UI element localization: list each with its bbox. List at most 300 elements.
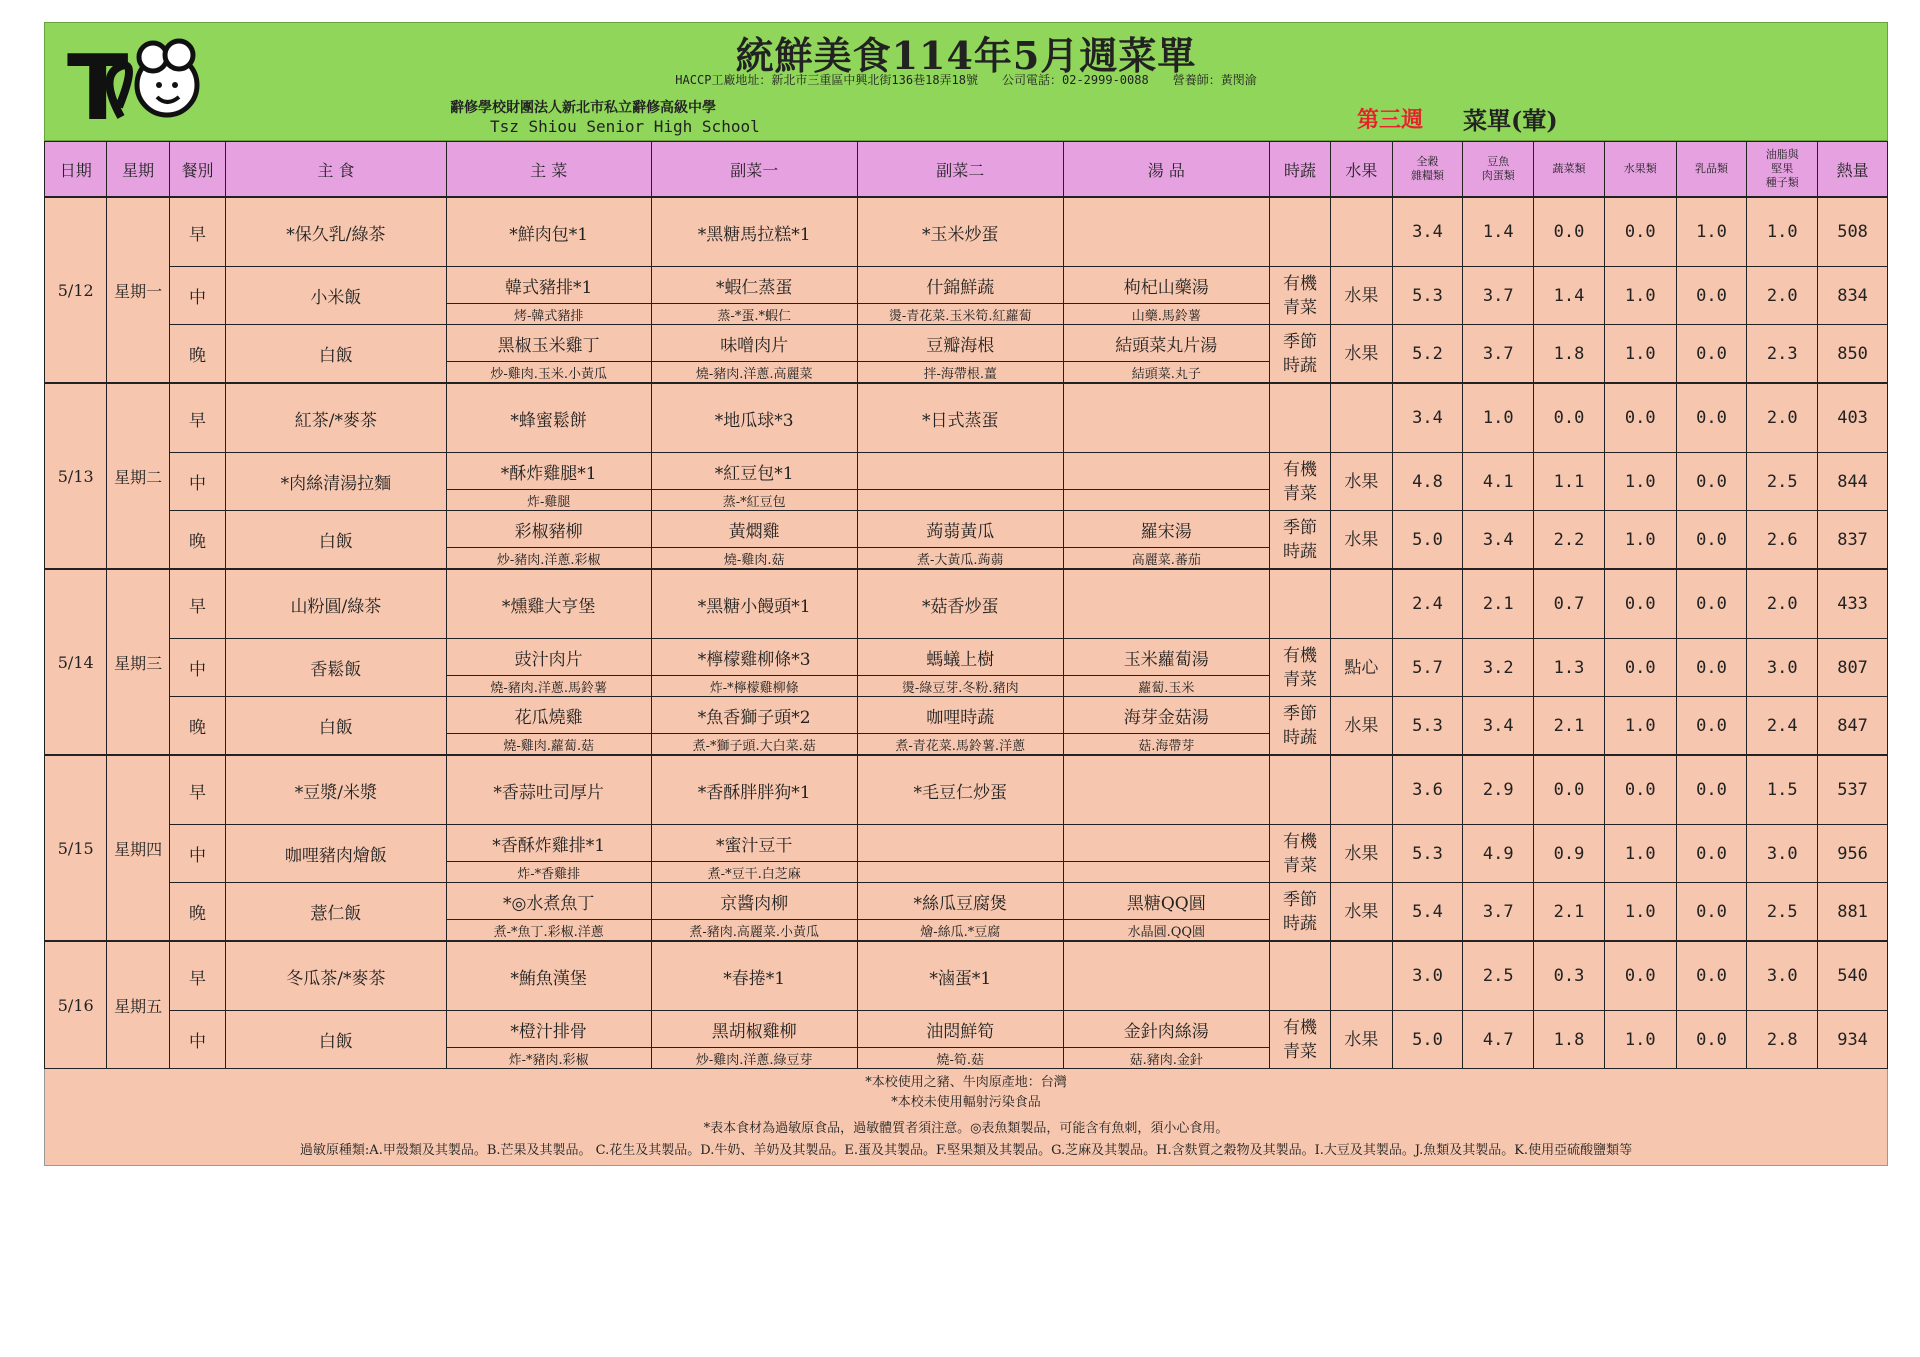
nutrition-value-cell: 3.0 <box>1747 825 1818 883</box>
side1-dish-cell: *香酥胖胖狗*1 <box>651 755 857 825</box>
nutrition-value-cell: 5.0 <box>1392 1011 1463 1069</box>
date-cell: 5/14 <box>45 569 107 755</box>
nutrition-value-cell: 881 <box>1818 883 1888 942</box>
nutrition-value-cell: 0.0 <box>1676 883 1747 942</box>
ingredient-cell <box>857 490 1063 511</box>
nutrition-value-cell: 1.4 <box>1463 197 1534 267</box>
main-dish-cell: 豉汁肉片 <box>446 639 651 676</box>
nutrition-value-cell: 0.0 <box>1676 383 1747 453</box>
ingredient-cell: 炒-豬肉.洋蔥.彩椒 <box>446 548 651 570</box>
side2-dish-cell: 咖哩時蔬 <box>857 697 1063 734</box>
vegetable-cell: 有機 青菜 <box>1269 1011 1330 1069</box>
ingredient-cell: 結頭菜.丸子 <box>1063 362 1269 384</box>
main-dish-cell: *蜂蜜鬆餅 <box>446 383 651 453</box>
fruit-cell: 水果 <box>1331 511 1392 570</box>
weekday-cell: 星期五 <box>107 941 169 1069</box>
side1-dish-cell: 京醬肉柳 <box>651 883 857 920</box>
staple-cell: 薏仁飯 <box>226 883 447 942</box>
nutrition-value-cell: 1.0 <box>1604 1011 1676 1069</box>
vegetable-cell <box>1269 569 1330 639</box>
nutrition-value-cell: 403 <box>1818 383 1888 453</box>
vegetable-cell <box>1269 755 1330 825</box>
nutrition-value-cell: 2.0 <box>1747 267 1818 325</box>
nutrition-value-cell: 3.0 <box>1747 941 1818 1011</box>
nutrition-value-cell: 2.1 <box>1463 569 1534 639</box>
ingredient-cell: 山藥.馬鈴薯 <box>1063 304 1269 325</box>
vegetable-cell: 有機 青菜 <box>1269 639 1330 697</box>
column-header: 乳品類 <box>1676 142 1747 198</box>
nutrition-value-cell: 1.5 <box>1747 755 1818 825</box>
nutrition-value-cell: 2.5 <box>1747 453 1818 511</box>
nutrition-value-cell: 0.0 <box>1604 197 1676 267</box>
meal-cell: 中 <box>169 825 225 883</box>
column-header: 水果 <box>1331 142 1392 198</box>
nutrition-value-cell: 4.1 <box>1463 453 1534 511</box>
nutrition-value-cell: 0.0 <box>1676 325 1747 384</box>
nutrition-value-cell: 2.1 <box>1534 697 1605 756</box>
column-header: 日期 <box>45 142 107 198</box>
nutrition-value-cell: 0.0 <box>1604 755 1676 825</box>
nutrition-value-cell: 0.0 <box>1676 1011 1747 1069</box>
nutrition-value-cell: 3.4 <box>1463 697 1534 756</box>
meal-cell: 晚 <box>169 511 225 570</box>
vegetable-cell <box>1269 197 1330 267</box>
column-header: 時蔬 <box>1269 142 1330 198</box>
nutrition-value-cell: 4.8 <box>1392 453 1463 511</box>
nutrition-value-cell: 5.0 <box>1392 511 1463 570</box>
weekday-cell: 星期四 <box>107 755 169 941</box>
side2-dish-cell: 豆瓣海根 <box>857 325 1063 362</box>
ingredient-cell: 炸-*檸檬雞柳條 <box>651 676 857 697</box>
nutrition-value-cell: 3.2 <box>1463 639 1534 697</box>
meal-cell: 晚 <box>169 697 225 756</box>
ingredient-cell: 燒-雞肉.蘿蔔.菇 <box>446 734 651 756</box>
soup-dish-cell: 羅宋湯 <box>1063 511 1269 548</box>
nutrition-value-cell: 1.8 <box>1534 1011 1605 1069</box>
nutrition-value-cell: 3.4 <box>1463 511 1534 570</box>
date-cell: 5/12 <box>45 197 107 383</box>
nutrition-value-cell: 4.9 <box>1463 825 1534 883</box>
nutrition-value-cell: 1.8 <box>1534 325 1605 384</box>
nutrition-value-cell: 0.0 <box>1534 383 1605 453</box>
soup-dish-cell <box>1063 825 1269 862</box>
week-label: 第三週 <box>1357 107 1424 133</box>
menu-table <box>44 141 1888 1069</box>
side2-dish-cell: *滷蛋*1 <box>857 941 1063 1011</box>
nutrition-value-cell: 2.5 <box>1747 883 1818 942</box>
side2-dish-cell: 什錦鮮蔬 <box>857 267 1063 304</box>
nutrition-value-cell: 0.0 <box>1604 383 1676 453</box>
vegetable-cell: 有機 青菜 <box>1269 825 1330 883</box>
ingredient-cell: 煮-大黃瓜.蒟蒻 <box>857 548 1063 570</box>
ingredient-cell <box>1063 862 1269 883</box>
side2-dish-cell: *絲瓜豆腐煲 <box>857 883 1063 920</box>
staple-cell: *肉絲清湯拉麵 <box>226 453 447 511</box>
note-allergen-warning: *表本食材為過敏原食品，過敏體質者須注意。◎表魚類製品，可能含有魚刺，須小心食用。 <box>703 1121 1229 1136</box>
ingredient-cell: 炒-雞肉.玉米.小黃瓜 <box>446 362 651 384</box>
ingredient-cell: 蒸-*蛋.*蝦仁 <box>651 304 857 325</box>
fruit-cell: 點心 <box>1331 639 1392 697</box>
nutrition-value-cell: 1.4 <box>1534 267 1605 325</box>
nutrition-value-cell: 3.4 <box>1392 197 1463 267</box>
meal-cell: 晚 <box>169 883 225 942</box>
nutrition-value-cell: 934 <box>1818 1011 1888 1069</box>
side1-dish-cell: 味噌肉片 <box>651 325 857 362</box>
main-dish-cell: *◎水煮魚丁 <box>446 883 651 920</box>
ingredient-cell: 燴-絲瓜.*豆腐 <box>857 920 1063 942</box>
ingredient-cell: 燒-筍.菇 <box>857 1048 1063 1069</box>
ingredient-cell: 烤-韓式豬排 <box>446 304 651 325</box>
main-dish-cell: *酥炸雞腿*1 <box>446 453 651 490</box>
nutrition-value-cell: 5.7 <box>1392 639 1463 697</box>
logo-text: T <box>67 36 129 137</box>
ingredient-cell: 菇.豬肉.金針 <box>1063 1048 1269 1069</box>
meal-cell: 早 <box>169 197 225 267</box>
column-header: 餐別 <box>169 142 225 198</box>
weekday-cell: 星期一 <box>107 197 169 383</box>
ingredient-cell: 煮-*豆干.白芝麻 <box>651 862 857 883</box>
side2-dish-cell: *日式蒸蛋 <box>857 383 1063 453</box>
nutrition-value-cell: 5.3 <box>1392 697 1463 756</box>
nutrition-value-cell: 2.3 <box>1747 325 1818 384</box>
staple-cell: 小米飯 <box>226 267 447 325</box>
side2-dish-cell: 油悶鮮筍 <box>857 1011 1063 1048</box>
column-header: 蔬菜類 <box>1534 142 1605 198</box>
table-row <box>45 825 1888 862</box>
nutrition-value-cell: 537 <box>1818 755 1888 825</box>
column-header: 主 菜 <box>446 142 651 198</box>
nutrition-value-cell: 0.0 <box>1676 569 1747 639</box>
ingredient-cell: 菇.海帶芽 <box>1063 734 1269 756</box>
column-header: 全穀 雜糧類 <box>1392 142 1463 198</box>
ingredient-cell: 燒-雞肉.菇 <box>651 548 857 570</box>
nutrition-value-cell: 508 <box>1818 197 1888 267</box>
nutrition-value-cell: 807 <box>1818 639 1888 697</box>
ingredient-cell: 水晶圓.QQ圓 <box>1063 920 1269 942</box>
nutrition-value-cell: 0.0 <box>1676 755 1747 825</box>
meal-cell: 早 <box>169 383 225 453</box>
nutrition-value-cell: 1.0 <box>1604 267 1676 325</box>
main-dish-cell: *香酥炸雞排*1 <box>446 825 651 862</box>
nutrition-value-cell: 5.3 <box>1392 825 1463 883</box>
nutrition-value-cell: 0.0 <box>1676 825 1747 883</box>
nutrition-value-cell: 0.0 <box>1676 639 1747 697</box>
nutrition-value-cell: 1.0 <box>1676 197 1747 267</box>
column-header: 油脂與 堅果 種子類 <box>1747 142 1818 198</box>
column-header: 星期 <box>107 142 169 198</box>
nutrition-value-cell: 844 <box>1818 453 1888 511</box>
menu-title: 統鮮美食114年5月週菜單 <box>735 33 1197 78</box>
main-dish-cell: 韓式豬排*1 <box>446 267 651 304</box>
school-name-en: Tsz Shiou Senior High School <box>490 117 760 136</box>
nutrition-value-cell: 2.2 <box>1534 511 1605 570</box>
date-cell: 5/13 <box>45 383 107 569</box>
soup-dish-cell <box>1063 383 1269 453</box>
nutrition-value-cell: 2.0 <box>1747 383 1818 453</box>
nutrition-value-cell: 3.4 <box>1392 383 1463 453</box>
fruit-cell <box>1331 569 1392 639</box>
note-radiation: *本校未使用輻射污染食品 <box>891 1095 1041 1110</box>
nutrition-value-cell: 3.7 <box>1463 267 1534 325</box>
ingredient-cell <box>857 862 1063 883</box>
side1-dish-cell: *地瓜球*3 <box>651 383 857 453</box>
column-header: 湯 品 <box>1063 142 1269 198</box>
fruit-cell <box>1331 941 1392 1011</box>
staple-cell: 白飯 <box>226 1011 447 1069</box>
fruit-cell <box>1331 755 1392 825</box>
nutrition-value-cell: 837 <box>1818 511 1888 570</box>
meal-cell: 早 <box>169 755 225 825</box>
nutrition-value-cell: 5.4 <box>1392 883 1463 942</box>
nutrition-value-cell: 3.6 <box>1392 755 1463 825</box>
side1-dish-cell: 黃燜雞 <box>651 511 857 548</box>
side1-dish-cell: *蜜汁豆干 <box>651 825 857 862</box>
nutrition-value-cell: 2.1 <box>1534 883 1605 942</box>
company-address-line: HACCP工廠地址：新北市三重區中興北街136巷18弄18號 公司電話：02-2999-0088 營養師：黃閔渝 <box>675 73 1257 87</box>
nutrition-value-cell: 0.3 <box>1534 941 1605 1011</box>
weekday-cell: 星期二 <box>107 383 169 569</box>
main-dish-cell: *燻雞大亨堡 <box>446 569 651 639</box>
nutrition-value-cell: 5.3 <box>1392 267 1463 325</box>
fruit-cell: 水果 <box>1331 883 1392 942</box>
staple-cell: 紅茶/*麥茶 <box>226 383 447 453</box>
staple-cell: 咖哩豬肉燴飯 <box>226 825 447 883</box>
ingredient-cell: 燒-豬肉.洋蔥.高麗菜 <box>651 362 857 384</box>
nutrition-value-cell: 0.0 <box>1676 697 1747 756</box>
nutrition-value-cell: 1.0 <box>1604 697 1676 756</box>
side2-dish-cell: 螞蟻上樹 <box>857 639 1063 676</box>
table-row <box>45 639 1888 676</box>
side2-dish-cell <box>857 453 1063 490</box>
ingredient-cell: 炸-雞腿 <box>446 490 651 511</box>
vegetable-cell: 季節 時蔬 <box>1269 325 1330 384</box>
side1-dish-cell: *黑糖馬拉糕*1 <box>651 197 857 267</box>
nutrition-value-cell: 0.0 <box>1604 639 1676 697</box>
staple-cell: 白飯 <box>226 697 447 756</box>
meal-cell: 中 <box>169 1011 225 1069</box>
soup-dish-cell: 金針肉絲湯 <box>1063 1011 1269 1048</box>
nutrition-value-cell: 2.4 <box>1392 569 1463 639</box>
note-allergen-types: 過敏原種類:A.甲殼類及其製品。B.芒果及其製品。 C.花生及其製品。D.牛奶、羊奶及其製品。E.蛋及其製品。F.堅果類及其製品。G.芝麻及其製品。H.含麩質之穀物及其製品。I.大豆及其製品。J.魚類及其製品。K.使用亞硫酸鹽類等 <box>299 1143 1633 1158</box>
school-name-zh: 辭修學校財團法人新北市私立辭修高級中學 <box>450 100 716 116</box>
vegetable-cell: 季節 時蔬 <box>1269 697 1330 756</box>
soup-dish-cell: 玉米蘿蔔湯 <box>1063 639 1269 676</box>
nutrition-value-cell: 1.1 <box>1534 453 1605 511</box>
ingredient-cell: 炸-*香雞排 <box>446 862 651 883</box>
meal-cell: 早 <box>169 941 225 1011</box>
ingredient-cell: 燒-豬肉.洋蔥.馬鈴薯 <box>446 676 651 697</box>
side2-dish-cell: *毛豆仁炒蛋 <box>857 755 1063 825</box>
side1-dish-cell: *蝦仁蒸蛋 <box>651 267 857 304</box>
nutrition-value-cell: 956 <box>1818 825 1888 883</box>
staple-cell: *豆漿/米漿 <box>226 755 447 825</box>
fruit-cell: 水果 <box>1331 267 1392 325</box>
date-cell: 5/15 <box>45 755 107 941</box>
menu-sheet <box>44 22 1888 1166</box>
nutrition-value-cell: 1.0 <box>1604 453 1676 511</box>
side1-dish-cell: *紅豆包*1 <box>651 453 857 490</box>
table-row <box>45 383 1888 453</box>
vegetable-cell: 有機 青菜 <box>1269 267 1330 325</box>
side1-dish-cell: *春捲*1 <box>651 941 857 1011</box>
nutrition-value-cell: 0.0 <box>1534 755 1605 825</box>
staple-cell: *保久乳/綠茶 <box>226 197 447 267</box>
meal-cell: 中 <box>169 453 225 511</box>
main-dish-cell: *鮪魚漢堡 <box>446 941 651 1011</box>
nutrition-value-cell: 5.2 <box>1392 325 1463 384</box>
side1-dish-cell: 黑胡椒雞柳 <box>651 1011 857 1048</box>
ingredient-cell: 高麗菜.蕃茄 <box>1063 548 1269 570</box>
vegetable-cell <box>1269 941 1330 1011</box>
nutrition-value-cell: 2.4 <box>1747 697 1818 756</box>
side1-dish-cell: *黑糖小饅頭*1 <box>651 569 857 639</box>
nutrition-value-cell: 834 <box>1818 267 1888 325</box>
table-row <box>45 697 1888 734</box>
nutrition-value-cell: 3.0 <box>1747 639 1818 697</box>
meal-cell: 中 <box>169 267 225 325</box>
ingredient-cell: 煮-*獅子頭.大白菜.菇 <box>651 734 857 756</box>
nutrition-value-cell: 1.0 <box>1604 325 1676 384</box>
vegetable-cell: 季節 時蔬 <box>1269 883 1330 942</box>
ingredient-cell: 蒸-*紅豆包 <box>651 490 857 511</box>
nutrition-value-cell: 0.0 <box>1676 267 1747 325</box>
fruit-cell: 水果 <box>1331 325 1392 384</box>
table-row <box>45 325 1888 362</box>
table-row <box>45 941 1888 1011</box>
nutrition-value-cell: 1.0 <box>1463 383 1534 453</box>
ingredient-cell: 燙-綠豆芽.冬粉.豬肉 <box>857 676 1063 697</box>
main-dish-cell: 花瓜燒雞 <box>446 697 651 734</box>
nutrition-value-cell: 2.0 <box>1747 569 1818 639</box>
nutrition-value-cell: 1.0 <box>1604 883 1676 942</box>
side1-dish-cell: *魚香獅子頭*2 <box>651 697 857 734</box>
table-row <box>45 569 1888 639</box>
nutrition-value-cell: 3.0 <box>1392 941 1463 1011</box>
column-header: 副菜一 <box>651 142 857 198</box>
ingredient-cell: 煮-*魚丁.彩椒.洋蔥 <box>446 920 651 942</box>
column-header: 豆魚 肉蛋類 <box>1463 142 1534 198</box>
nutrition-value-cell: 0.7 <box>1534 569 1605 639</box>
nutrition-value-cell: 847 <box>1818 697 1888 756</box>
vegetable-cell: 有機 青菜 <box>1269 453 1330 511</box>
soup-dish-cell: 結頭菜丸片湯 <box>1063 325 1269 362</box>
column-header: 水果類 <box>1604 142 1676 198</box>
soup-dish-cell: 枸杞山藥湯 <box>1063 267 1269 304</box>
side2-dish-cell: *菇香炒蛋 <box>857 569 1063 639</box>
fruit-cell: 水果 <box>1331 1011 1392 1069</box>
table-row <box>45 1011 1888 1048</box>
soup-dish-cell <box>1063 197 1269 267</box>
nutrition-value-cell: 0.0 <box>1676 453 1747 511</box>
meal-cell: 晚 <box>169 325 225 384</box>
soup-dish-cell: 海芽金菇湯 <box>1063 697 1269 734</box>
staple-cell: 山粉圓/綠茶 <box>226 569 447 639</box>
table-header-row <box>45 142 1888 198</box>
side2-dish-cell <box>857 825 1063 862</box>
nutrition-value-cell: 2.8 <box>1747 1011 1818 1069</box>
nutrition-value-cell: 540 <box>1818 941 1888 1011</box>
fruit-cell <box>1331 383 1392 453</box>
staple-cell: 白飯 <box>226 325 447 384</box>
nutrition-value-cell: 0.0 <box>1676 941 1747 1011</box>
nutrition-value-cell: 4.7 <box>1463 1011 1534 1069</box>
ingredient-cell: 燙-青花菜.玉米筍.紅蘿蔔 <box>857 304 1063 325</box>
fruit-cell: 水果 <box>1331 697 1392 756</box>
weekday-cell: 星期三 <box>107 569 169 755</box>
ingredient-cell: 煮-青花菜.馬鈴薯.洋蔥 <box>857 734 1063 756</box>
column-header: 副菜二 <box>857 142 1063 198</box>
nutrition-value-cell: 1.0 <box>1747 197 1818 267</box>
header-banner <box>44 22 1888 141</box>
nutrition-value-cell: 1.0 <box>1604 825 1676 883</box>
staple-cell: 冬瓜茶/*麥茶 <box>226 941 447 1011</box>
vegetable-cell <box>1269 383 1330 453</box>
nutrition-value-cell: 433 <box>1818 569 1888 639</box>
ingredient-cell: 拌-海帶根.薑 <box>857 362 1063 384</box>
table-row <box>45 267 1888 304</box>
meal-cell: 早 <box>169 569 225 639</box>
ingredient-cell: 炸-*豬肉.彩椒 <box>446 1048 651 1069</box>
nutrition-value-cell: 2.6 <box>1747 511 1818 570</box>
table-row <box>45 755 1888 825</box>
column-header: 熱量 <box>1818 142 1888 198</box>
note-origin: *本校使用之豬、牛肉原產地：台灣 <box>865 1075 1067 1090</box>
nutrition-value-cell: 0.0 <box>1604 569 1676 639</box>
soup-dish-cell <box>1063 941 1269 1011</box>
soup-dish-cell: 黑糖QQ圓 <box>1063 883 1269 920</box>
table-row <box>45 511 1888 548</box>
table-row <box>45 453 1888 490</box>
main-dish-cell: *橙汁排骨 <box>446 1011 651 1048</box>
column-header: 主 食 <box>226 142 447 198</box>
table-body <box>45 197 1888 1069</box>
meal-cell: 中 <box>169 639 225 697</box>
nutrition-value-cell: 3.7 <box>1463 883 1534 942</box>
side2-dish-cell: 蒟蒻黃瓜 <box>857 511 1063 548</box>
nutrition-value-cell: 1.3 <box>1534 639 1605 697</box>
date-cell: 5/16 <box>45 941 107 1069</box>
staple-cell: 白飯 <box>226 511 447 570</box>
ingredient-cell <box>1063 490 1269 511</box>
nutrition-value-cell: 0.0 <box>1676 511 1747 570</box>
menu-type-label: 菜單(葷) <box>1463 106 1558 135</box>
footer-notes <box>44 1069 1888 1166</box>
vegetable-cell: 季節 時蔬 <box>1269 511 1330 570</box>
main-dish-cell: 彩椒豬柳 <box>446 511 651 548</box>
soup-dish-cell <box>1063 453 1269 490</box>
ingredient-cell: 煮-豬肉.高麗菜.小黃瓜 <box>651 920 857 942</box>
nutrition-value-cell: 0.0 <box>1604 941 1676 1011</box>
nutrition-value-cell: 2.9 <box>1463 755 1534 825</box>
main-dish-cell: *香蒜吐司厚片 <box>446 755 651 825</box>
soup-dish-cell <box>1063 569 1269 639</box>
table-row <box>45 883 1888 920</box>
nutrition-value-cell: 2.5 <box>1463 941 1534 1011</box>
nutrition-value-cell: 1.0 <box>1604 511 1676 570</box>
table-row <box>45 197 1888 267</box>
fruit-cell <box>1331 197 1392 267</box>
nutrition-value-cell: 0.9 <box>1534 825 1605 883</box>
nutrition-value-cell: 0.0 <box>1534 197 1605 267</box>
main-dish-cell: 黑椒玉米雞丁 <box>446 325 651 362</box>
fruit-cell: 水果 <box>1331 453 1392 511</box>
ingredient-cell: 炒-雞肉.洋蔥.綠豆芽 <box>651 1048 857 1069</box>
nutrition-value-cell: 850 <box>1818 325 1888 384</box>
soup-dish-cell <box>1063 755 1269 825</box>
fruit-cell: 水果 <box>1331 825 1392 883</box>
side1-dish-cell: *檸檬雞柳條*3 <box>651 639 857 676</box>
side2-dish-cell: *玉米炒蛋 <box>857 197 1063 267</box>
